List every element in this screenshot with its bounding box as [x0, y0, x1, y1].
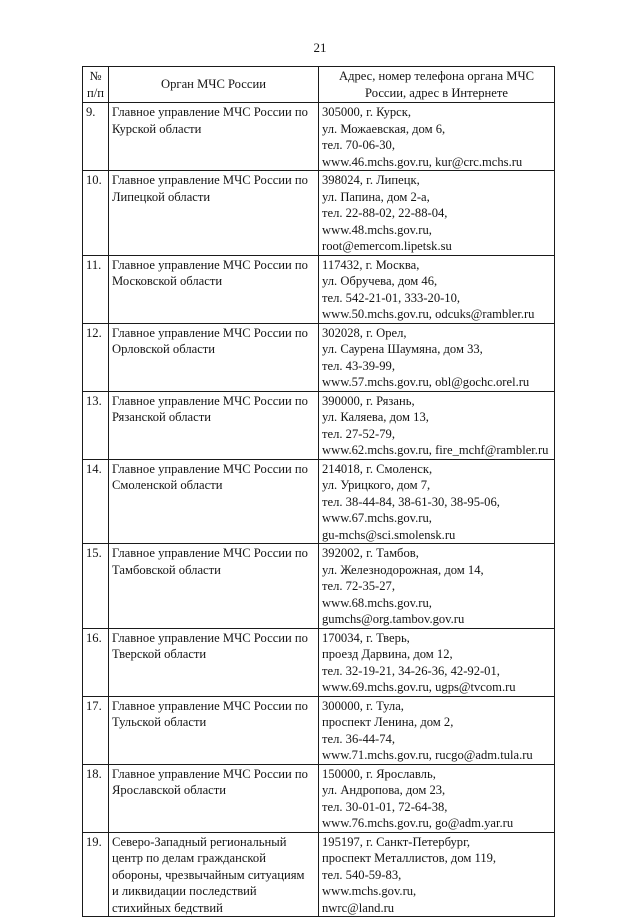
row-number: 12.	[83, 323, 109, 391]
org-line: обороны, чрезвычайным ситуациям	[112, 867, 305, 882]
address-line: 392002, г. Тамбов,	[322, 546, 419, 560]
address-line: www.62.mchs.gov.ru, fire_mchf@rambler.ru	[322, 443, 549, 457]
address-line: www.71.mchs.gov.ru, rucgo@adm.tula.ru	[322, 748, 533, 762]
address-cell	[319, 764, 555, 832]
address-line: ул. Железнодорожная, дом 14,	[322, 562, 484, 577]
address-cell	[319, 255, 555, 323]
address-cell	[319, 544, 555, 629]
address-line: www.46.mchs.gov.ru, kur@crc.mchs.ru	[322, 154, 523, 169]
address-cell	[319, 696, 555, 764]
address-line: 398024, г. Липецк,	[322, 173, 420, 187]
address-line: ул. Урицкого, дом 7,	[322, 478, 431, 492]
address-line: тел. 542-21-01, 333-20-10,	[322, 290, 461, 305]
address-line: 300000, г. Тула,	[322, 698, 404, 713]
address-line: ул. Каляева, дом 13,	[322, 410, 429, 424]
address-line: www.57.mchs.gov.ru, obl@gochc.orel.ru	[322, 375, 530, 389]
table-row	[83, 255, 555, 323]
row-number: 15.	[83, 544, 109, 629]
org-name	[109, 832, 319, 917]
address-line: root@emercom.lipetsk.su	[322, 239, 452, 253]
address-line: gu-mchs@sci.smolensk.ru	[322, 527, 456, 542]
org-name: Главное управление МЧС России по Рязанской области	[109, 391, 319, 459]
table-row	[83, 628, 555, 696]
table-row	[83, 696, 555, 764]
table-row	[83, 103, 555, 171]
row-number: 10.	[83, 171, 109, 256]
row-number: 9.	[83, 103, 109, 171]
org-line: Северо-Западный региональный	[112, 834, 287, 849]
address-line: gumchs@org.tambov.gov.ru	[322, 612, 465, 626]
address-cell	[319, 832, 555, 917]
row-number: 19.	[83, 832, 109, 917]
address-line: проспект Ленина, дом 2,	[322, 715, 454, 729]
address-line: тел. 36-44-74,	[322, 731, 395, 746]
address-line: www.48.mchs.gov.ru,	[322, 222, 432, 237]
address-line: www.68.mchs.gov.ru,	[322, 595, 432, 610]
address-line: 214018, г. Смоленск,	[322, 461, 433, 476]
header-addr: Адрес, номер телефона органа МЧС России, адрес в Интернете	[319, 67, 555, 103]
address-line: проспект Металлистов, дом 119,	[322, 851, 497, 865]
row-number: 11.	[83, 255, 109, 323]
address-line: 117432, г. Москва,	[322, 257, 420, 272]
row-number: 17.	[83, 696, 109, 764]
org-name: Главное управление МЧС России по Московской области	[109, 255, 319, 323]
address-cell	[319, 391, 555, 459]
row-number: 14.	[83, 459, 109, 544]
table-row	[83, 832, 555, 917]
row-number: 16.	[83, 628, 109, 696]
org-name: Главное управление МЧС России по Тамбовской области	[109, 544, 319, 629]
row-number: 13.	[83, 391, 109, 459]
table-row	[83, 459, 555, 544]
page-number: 21	[313, 40, 327, 55]
org-name: Главное управление МЧС России по Липецкой области	[109, 171, 319, 256]
address-line: ул. Андропова, дом 23,	[322, 783, 446, 797]
org-line: центр по делам гражданской	[112, 851, 266, 865]
address-line: 302028, г. Орел,	[322, 325, 407, 340]
address-line: www.69.mchs.gov.ru, ugps@tvcom.ru	[322, 680, 516, 694]
address-line: тел. 22-88-02, 22-88-04,	[322, 206, 448, 220]
address-line: www.67.mchs.gov.ru,	[322, 511, 432, 525]
address-line: 150000, г. Ярославль,	[322, 766, 436, 781]
address-line: тел. 540-59-83,	[322, 867, 402, 882]
org-name: Главное управление МЧС России по Тверской области	[109, 628, 319, 696]
address-line: проезд Дарвина, дом 12,	[322, 647, 453, 661]
table-row	[83, 323, 555, 391]
mchs-directory-table	[82, 66, 555, 917]
address-line: 390000, г. Рязань,	[322, 393, 415, 408]
org-line: и ликвидации последствий	[112, 884, 257, 898]
address-cell	[319, 628, 555, 696]
table-row	[83, 171, 555, 256]
row-number: 18.	[83, 764, 109, 832]
address-line: 170034, г. Тверь,	[322, 630, 410, 645]
address-line: www.50.mchs.gov.ru, odcuks@rambler.ru	[322, 307, 535, 321]
address-line: тел. 72-35-27,	[322, 579, 395, 593]
org-name: Главное управление МЧС России по Орловской области	[109, 323, 319, 391]
table-row	[83, 391, 555, 459]
address-line: ул. Можаевская, дом 6,	[322, 121, 446, 136]
address-line: тел. 32-19-21, 34-26-36, 42-92-01,	[322, 663, 500, 678]
address-cell	[319, 171, 555, 256]
address-cell	[319, 323, 555, 391]
table-row	[83, 544, 555, 629]
address-line: 305000, г. Курск,	[322, 105, 412, 119]
org-line: стихийных бедствий	[112, 900, 223, 915]
org-name: Главное управление МЧС России по Курской области	[109, 103, 319, 171]
address-line: 195197, г. Санкт-Петербург,	[322, 834, 470, 849]
address-line: тел. 27-52-79,	[322, 426, 395, 441]
address-cell	[319, 103, 555, 171]
address-line: ул. Саурена Шаумяна, дом 33,	[322, 342, 483, 356]
address-line: www.mchs.gov.ru,	[322, 884, 417, 898]
table-row	[83, 764, 555, 832]
address-line: тел. 30-01-01, 72-64-38,	[322, 799, 448, 814]
org-name: Главное управление МЧС России по Ярославской области	[109, 764, 319, 832]
address-line: nwrc@land.ru	[322, 900, 395, 915]
org-name: Главное управление МЧС России по Смоленской области	[109, 459, 319, 544]
address-line: тел. 38-44-84, 38-61-30, 38-95-06,	[322, 494, 500, 509]
address-line: www.76.mchs.gov.ru, go@adm.yar.ru	[322, 816, 514, 830]
address-line: ул. Обручева, дом 46,	[322, 274, 438, 288]
address-line: ул. Папина, дом 2-а,	[322, 189, 430, 204]
address-line: тел. 70-06-30,	[322, 138, 395, 152]
org-name: Главное управление МЧС России по Тульской области	[109, 696, 319, 764]
address-cell	[319, 459, 555, 544]
table-header-row	[83, 67, 555, 103]
address-line: тел. 43-39-99,	[322, 358, 395, 373]
header-num: № п/п	[83, 67, 109, 103]
header-org: Орган МЧС России	[109, 67, 319, 103]
